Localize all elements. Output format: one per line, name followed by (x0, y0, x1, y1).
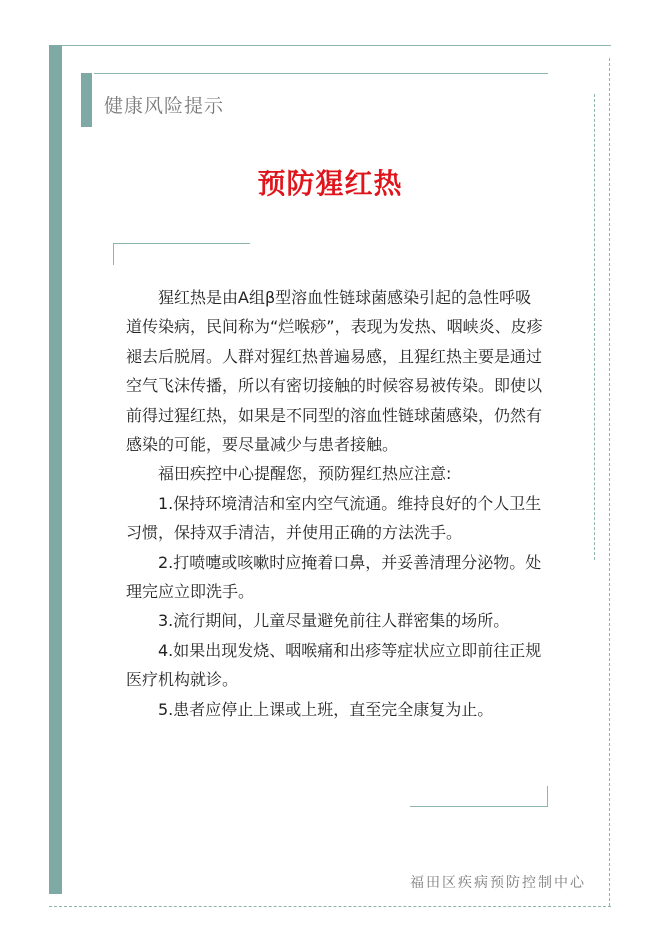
footer-organization: 福田区疾病预防控制中心 (410, 875, 586, 891)
frame-top-border (62, 45, 611, 46)
tip-item-5: 5.患者应停止上课或上班，直至完全康复为止。 (158, 699, 494, 719)
page-title: 预防猩红热 (257, 167, 403, 200)
corner-bracket-top-left (113, 243, 250, 244)
header-accent-bar (81, 73, 92, 127)
reminder-paragraph: 福田疾控中心提醒您，预防猩红热应注意: (158, 464, 452, 484)
corner-bracket-bottom-right-vertical (547, 786, 548, 807)
intro-paragraph: 猩红热是由A组β型溶血性链球菌感染引起的急性呼吸道传染病，民间称为“烂喉痧”，表现为发热、咽峡炎、皮疹褪去后脱屑。人群对猩红热普遍易感，且猩红热主要是通过空气飞沫传播，所以有密切接触的时候容易被传染。即使以前得过猩红热，如果是不同型的溶血性链球菌感染，仍然有感染的可能，要尽量减少与患者接触。 (126, 288, 543, 455)
frame-bottom-dashed-border (49, 906, 611, 907)
corner-bracket-bottom-right (410, 806, 548, 807)
article-body (126, 283, 546, 724)
header-top-line (94, 73, 548, 74)
tip-item-3: 3.流行期间，儿童尽量避免前往人群密集的场所。 (158, 611, 510, 631)
corner-bracket-top-left-vertical (113, 243, 114, 265)
tip-item-4: 4.如果出现发烧、咽喉痛和出疹等症状应立即前往正规医疗机构就诊。 (126, 640, 542, 690)
header-title: 健康风险提示 (104, 95, 225, 117)
tip-item-1: 1.保持环境清洁和室内空气流通。维持良好的个人卫生习惯，保持双手清洁，并使用正确的方法洗手。 (126, 493, 542, 543)
tip-item-2: 2.打喷嚏或咳嗽时应掩着口鼻，并妥善清理分泌物。处理完应立即洗手。 (126, 552, 542, 602)
